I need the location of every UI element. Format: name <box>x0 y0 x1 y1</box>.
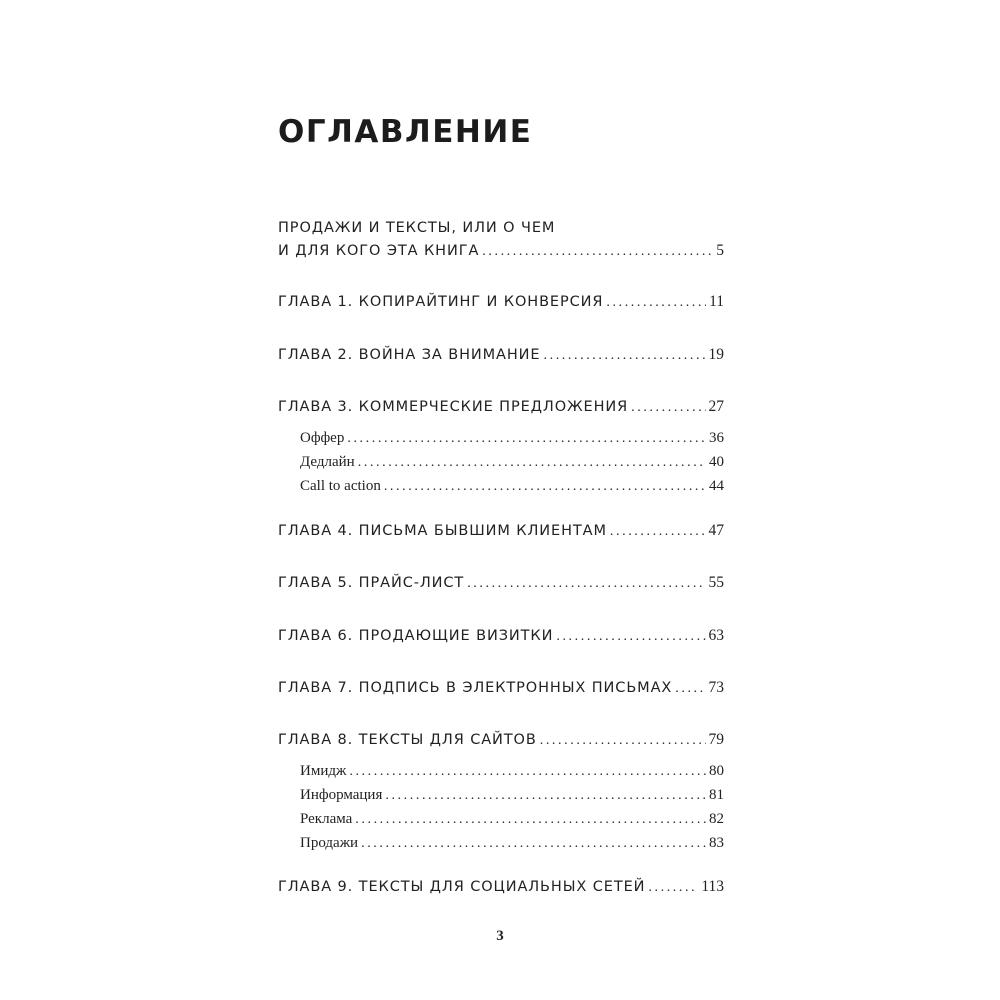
toc-entry-label: ГЛАВА 2. ВОЙНА ЗА ВНИМАНИЕ <box>278 347 541 363</box>
toc-entry-label: ГЛАВА 4. ПИСЬМА БЫВШИМ КЛИЕНТАМ <box>278 523 607 539</box>
dot-leader <box>675 678 705 700</box>
toc-entry-label: ГЛАВА 5. ПРАЙС-ЛИСТ <box>278 575 465 591</box>
toc-subentry-page: 44 <box>709 478 724 494</box>
dot-leader <box>556 626 705 648</box>
toc-entry-page: 55 <box>708 574 724 591</box>
toc-subentry[interactable] <box>300 809 724 830</box>
dot-leader <box>606 292 706 314</box>
dot-leader <box>540 730 706 752</box>
toc-subentry-page: 36 <box>709 430 724 446</box>
toc-subentry-page: 80 <box>709 763 724 779</box>
toc-entry-chapter-3[interactable] <box>278 396 724 419</box>
toc-entry-chapter-6[interactable] <box>278 625 724 648</box>
toc-subentry[interactable] <box>300 452 724 473</box>
toc-entry-label: ГЛАВА 3. КОММЕРЧЕСКИЕ ПРЕДЛОЖЕНИЯ <box>278 399 629 415</box>
page-number: 3 <box>496 928 504 944</box>
toc-subentry-label: Call to action <box>300 478 381 494</box>
toc-entry-page: 11 <box>709 293 724 310</box>
toc-subentry-page: 40 <box>709 454 724 470</box>
dot-leader <box>349 762 706 782</box>
toc-subentry-label: Продажи <box>300 835 359 851</box>
dot-leader <box>544 345 706 367</box>
toc-entry-chapter-5[interactable] <box>278 572 724 595</box>
toc-subentry-label: Реклама <box>300 811 353 827</box>
toc-subentry-label: Оффер <box>300 430 345 446</box>
toc-entry-page: 27 <box>708 398 724 415</box>
toc-subentry-label: Дедлайн <box>300 454 355 470</box>
dot-leader <box>648 877 698 899</box>
toc-subentry-page: 83 <box>709 835 724 851</box>
dot-leader <box>467 573 705 595</box>
toc-entry-label: ГЛАВА 6. ПРОДАЮЩИЕ ВИЗИТКИ <box>278 628 554 644</box>
toc-entry-label: ГЛАВА 7. ПОДПИСЬ В ЭЛЕКТРОННЫХ ПИСЬМАХ <box>278 680 673 696</box>
dot-leader <box>610 521 706 543</box>
toc-subentry[interactable] <box>300 476 724 497</box>
page-title: ОГЛАВЛЕНИЕ <box>278 114 533 150</box>
toc-subentry-page: 82 <box>709 811 724 827</box>
toc-subentry[interactable] <box>300 761 724 782</box>
toc-entry-chapter-9[interactable] <box>278 876 724 899</box>
dot-leader <box>358 453 706 473</box>
toc-entry-page: 79 <box>708 731 724 748</box>
toc-entry-page: 19 <box>708 346 724 363</box>
toc-subentry-label: Имидж <box>300 763 347 779</box>
toc-entry-label: И ДЛЯ КОГО ЭТА КНИГА <box>278 243 480 259</box>
dot-leader <box>355 810 706 830</box>
toc-entry-chapter-4[interactable] <box>278 520 724 543</box>
toc-entry-label: ГЛАВА 1. КОПИРАЙТИНГ И КОНВЕРСИЯ <box>278 294 604 310</box>
toc-entry-page: 5 <box>716 242 724 259</box>
table-of-contents <box>278 0 724 1000</box>
toc-entry-intro[interactable] <box>278 240 724 263</box>
dot-leader <box>361 834 706 854</box>
toc-entry-chapter-1[interactable] <box>278 291 724 314</box>
toc-entry-label: ГЛАВА 9. ТЕКСТЫ ДЛЯ СОЦИАЛЬНЫХ СЕТЕЙ <box>278 879 646 895</box>
toc-subentry-page: 81 <box>709 787 724 803</box>
dot-leader <box>631 397 705 419</box>
toc-entry-page: 113 <box>701 878 724 895</box>
toc-subentry-label: Информация <box>300 787 383 803</box>
toc-entry-page: 47 <box>708 522 724 539</box>
toc-subentry[interactable] <box>300 785 724 806</box>
dot-leader <box>482 241 713 263</box>
toc-subentry[interactable] <box>300 428 724 449</box>
toc-entry-chapter-7[interactable] <box>278 677 724 700</box>
toc-entry-chapter-8[interactable] <box>278 729 724 752</box>
dot-leader <box>384 477 706 497</box>
toc-entry-page: 73 <box>708 679 724 696</box>
toc-entry-label: ГЛАВА 8. ТЕКСТЫ ДЛЯ САЙТОВ <box>278 732 537 748</box>
toc-intro-line-1: ПРОДАЖИ И ТЕКСТЫ, ИЛИ О ЧЕМ <box>278 220 556 236</box>
toc-subentry[interactable] <box>300 833 724 854</box>
dot-leader <box>347 429 706 449</box>
toc-entry-page: 63 <box>708 627 724 644</box>
dot-leader <box>385 786 706 806</box>
toc-entry-chapter-2[interactable] <box>278 344 724 367</box>
